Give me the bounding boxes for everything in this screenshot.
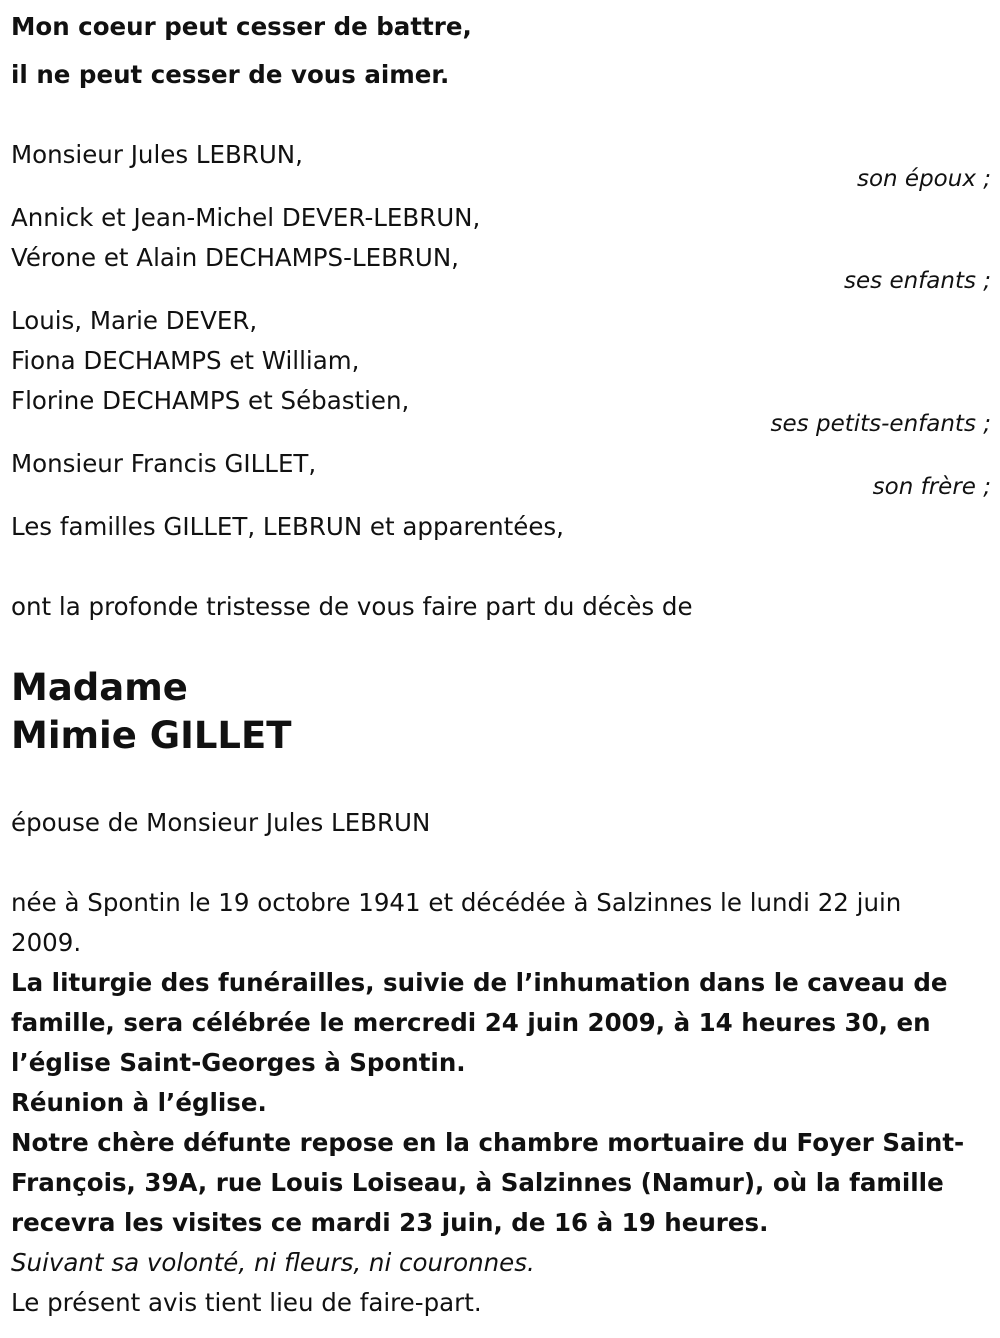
wishes-line: Suivant sa volonté, ni fleurs, ni couronnes.: [11, 1248, 535, 1277]
grandchildren-role: ses petits-enfants ;: [770, 411, 991, 437]
grandchild-line: Fiona DECHAMPS et William,: [11, 346, 360, 375]
funeral-line: La liturgie des funérailles, suivie de l’inhumation dans le caveau de: [11, 968, 948, 997]
deceased-title: Madame: [11, 666, 188, 709]
epigraph-line-1: Mon coeur peut cesser de battre,: [11, 12, 472, 41]
birth-death-line-2: 2009.: [11, 928, 82, 957]
announcement: ont la profonde tristesse de vous faire part du décès de: [11, 592, 693, 621]
child-line: Vérone et Alain DECHAMPS-LEBRUN,: [11, 243, 459, 272]
children-role: ses enfants ;: [844, 268, 991, 294]
grandchild-line: Louis, Marie DEVER,: [11, 306, 258, 335]
meeting-line: Réunion à l’église.: [11, 1088, 267, 1117]
spouse-line: épouse de Monsieur Jules LEBRUN: [11, 808, 431, 837]
brother-role: son frère ;: [872, 474, 991, 500]
birth-death-line-1: née à Spontin le 19 octobre 1941 et décédée à Salzinnes le lundi 22 juin: [11, 888, 902, 917]
funeral-line: l’église Saint-Georges à Spontin.: [11, 1048, 466, 1077]
repose-line: Notre chère défunte repose en la chambre mortuaire du Foyer Saint-: [11, 1128, 965, 1157]
funeral-line: famille, sera célébrée le mercredi 24 juin 2009, à 14 heures 30, en: [11, 1008, 931, 1037]
repose-line: recevra les visites ce mardi 23 juin, de 16 à 19 heures.: [11, 1208, 769, 1237]
child-line: Annick et Jean-Michel DEVER-LEBRUN,: [11, 203, 481, 232]
husband-name: Monsieur Jules LEBRUN,: [11, 140, 303, 169]
notice-line: Le présent avis tient lieu de faire-part.: [11, 1288, 482, 1317]
families-line: Les familles GILLET, LEBRUN et apparentées,: [11, 512, 564, 541]
epigraph-line-2: il ne peut cesser de vous aimer.: [11, 60, 450, 89]
repose-line: François, 39A, rue Louis Loiseau, à Salzinnes (Namur), où la famille: [11, 1168, 944, 1197]
brother-name: Monsieur Francis GILLET,: [11, 449, 317, 478]
deceased-name: Mimie GILLET: [11, 714, 292, 757]
grandchild-line: Florine DECHAMPS et Sébastien,: [11, 386, 410, 415]
husband-role: son époux ;: [856, 166, 991, 192]
